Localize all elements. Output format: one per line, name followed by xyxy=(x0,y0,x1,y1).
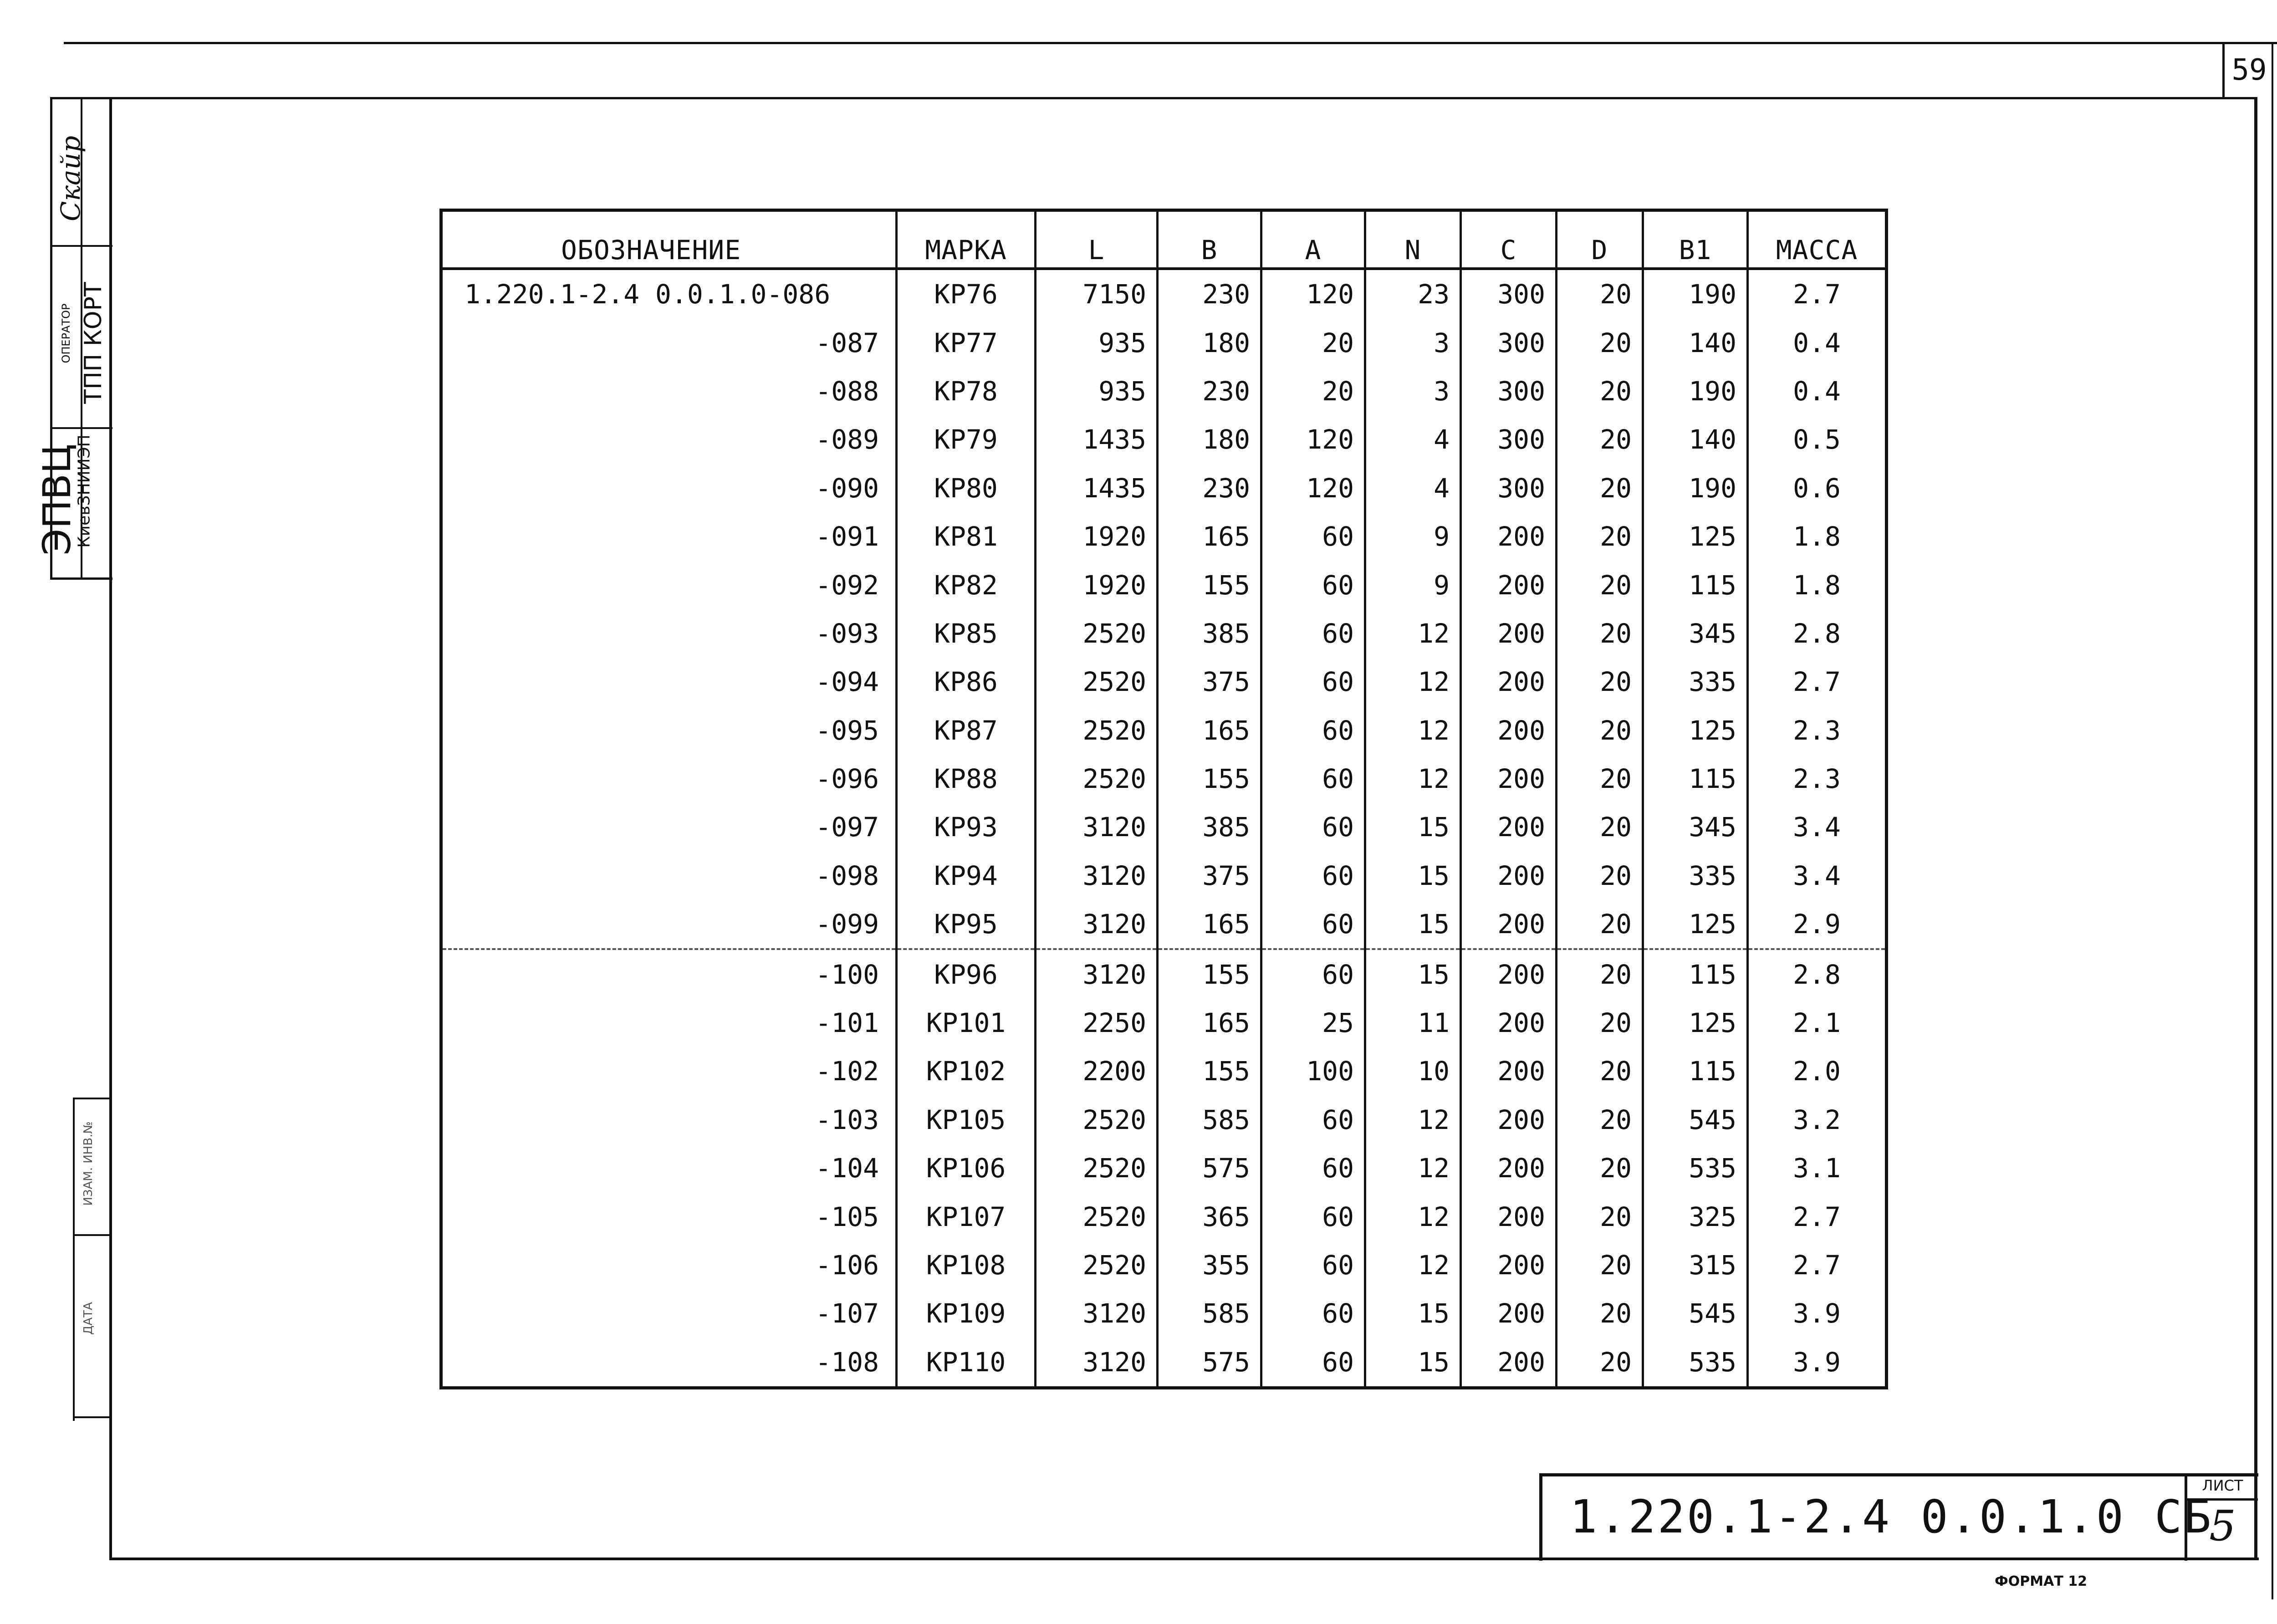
table-cell: 385 xyxy=(1158,609,1261,658)
table-cell: 300 xyxy=(1461,415,1557,464)
signature-text: Скайр xyxy=(55,135,86,222)
table-cell: КР102 xyxy=(897,1047,1036,1095)
table-cell: 20 xyxy=(1557,1047,1643,1095)
table-cell: 2520 xyxy=(1036,1241,1158,1289)
side-stamp-lower-divider-2 xyxy=(75,1234,112,1236)
table-row xyxy=(441,852,1887,900)
table-cell: 575 xyxy=(1158,1144,1261,1192)
table-cell: 3.4 xyxy=(1748,852,1887,900)
format-label: ФОРМАТ 12 xyxy=(1995,1573,2087,1589)
table-header-cell: N xyxy=(1365,210,1461,269)
table-cell: 20 xyxy=(1557,1192,1643,1241)
table-row xyxy=(441,900,1887,949)
table-cell: 20 xyxy=(1557,269,1643,318)
table-cell: 20 xyxy=(1557,609,1643,658)
table-cell: КР110 xyxy=(897,1338,1036,1388)
table-cell: КР78 xyxy=(897,367,1036,415)
table-cell: 60 xyxy=(1261,1241,1365,1289)
table-cell: 9 xyxy=(1365,561,1461,609)
table-row xyxy=(441,367,1887,415)
table-cell: 60 xyxy=(1261,561,1365,609)
table-cell: КР76 xyxy=(897,269,1036,318)
table-cell: 9 xyxy=(1365,512,1461,561)
table-cell: 125 xyxy=(1643,512,1748,561)
table-cell: 20 xyxy=(1557,415,1643,464)
table-cell: 2.7 xyxy=(1748,269,1887,318)
table-row xyxy=(441,755,1887,803)
table-cell: 20 xyxy=(1557,512,1643,561)
table-cell: 2250 xyxy=(1036,999,1158,1047)
table-cell: КР95 xyxy=(897,900,1036,949)
table-cell: 12 xyxy=(1365,1144,1461,1192)
table-cell: 115 xyxy=(1643,949,1748,998)
table-header-cell: МАРКА xyxy=(897,210,1036,269)
table-cell: 3.2 xyxy=(1748,1096,1887,1144)
table-cell: 335 xyxy=(1643,852,1748,900)
table-cell: 60 xyxy=(1261,1192,1365,1241)
table-cell: 200 xyxy=(1461,1241,1557,1289)
table-cell: 12 xyxy=(1365,1241,1461,1289)
table-cell: 1435 xyxy=(1036,415,1158,464)
table-cell: КР93 xyxy=(897,803,1036,851)
table-cell: 200 xyxy=(1461,949,1557,998)
table-cell: 230 xyxy=(1158,464,1261,512)
table-cell: КР106 xyxy=(897,1144,1036,1192)
table-row xyxy=(441,999,1887,1047)
table-cell: 545 xyxy=(1643,1096,1748,1144)
table-cell: КР80 xyxy=(897,464,1036,512)
designation-cell: -100 xyxy=(441,949,897,998)
table-cell: КР94 xyxy=(897,852,1036,900)
table-cell: КР101 xyxy=(897,999,1036,1047)
table-cell: 200 xyxy=(1461,999,1557,1047)
table-cell: 2.7 xyxy=(1748,658,1887,706)
table-cell: 20 xyxy=(1557,1289,1643,1338)
table-cell: 200 xyxy=(1461,1338,1557,1388)
table-cell: 2520 xyxy=(1036,658,1158,706)
specification-table xyxy=(439,209,1888,1389)
designation-cell: -105 xyxy=(815,1201,879,1232)
table-header-cell: C xyxy=(1461,210,1557,269)
table-row xyxy=(441,1289,1887,1338)
table-cell: 2200 xyxy=(1036,1047,1158,1095)
sheet-number: 59 xyxy=(2231,53,2267,87)
table-cell: 2520 xyxy=(1036,755,1158,803)
table-cell: 15 xyxy=(1365,900,1461,949)
table-row xyxy=(441,706,1887,755)
table-row xyxy=(441,1096,1887,1144)
table-cell: 12 xyxy=(1365,1192,1461,1241)
table-cell: 2.3 xyxy=(1748,706,1887,755)
table-cell: КР81 xyxy=(897,512,1036,561)
table-cell: 935 xyxy=(1036,367,1158,415)
table-cell: КР79 xyxy=(897,415,1036,464)
table-cell: 300 xyxy=(1461,269,1557,318)
table-cell: 3.1 xyxy=(1748,1144,1887,1192)
table-cell: 1.8 xyxy=(1748,561,1887,609)
table-cell: 60 xyxy=(1261,512,1365,561)
designation-cell: -107 xyxy=(815,1298,879,1329)
table-header-cell: A xyxy=(1261,210,1365,269)
table-cell: 60 xyxy=(1261,1144,1365,1192)
table-cell: 20 xyxy=(1557,367,1643,415)
table-row xyxy=(441,561,1887,609)
table-cell: 200 xyxy=(1461,512,1557,561)
table-cell: 1.8 xyxy=(1748,512,1887,561)
table-cell: 60 xyxy=(1261,755,1365,803)
table-cell: КР88 xyxy=(897,755,1036,803)
table-cell: 20 xyxy=(1557,1144,1643,1192)
designation-cell: -089 xyxy=(815,424,879,455)
table-cell: 25 xyxy=(1261,999,1365,1047)
designation-cell: -102 xyxy=(815,1056,879,1087)
table-cell: 140 xyxy=(1643,318,1748,367)
table-cell: 200 xyxy=(1461,609,1557,658)
frame-outer-right-line xyxy=(2272,42,2273,1599)
table-cell: 2.0 xyxy=(1748,1047,1887,1095)
designation-cell: -094 xyxy=(815,666,879,698)
table-cell: 115 xyxy=(1643,1047,1748,1095)
table-cell: 15 xyxy=(1365,1338,1461,1388)
table-header-cell: МАССА xyxy=(1748,210,1887,269)
table-cell: 7150 xyxy=(1036,269,1158,318)
table-cell: 0.4 xyxy=(1748,367,1887,415)
table-cell: 200 xyxy=(1461,1096,1557,1144)
table-cell: 200 xyxy=(1461,706,1557,755)
table-cell: 115 xyxy=(1643,561,1748,609)
table-row xyxy=(441,318,1887,367)
table-cell: 2520 xyxy=(1036,1096,1158,1144)
table-cell: 230 xyxy=(1158,367,1261,415)
table-cell: 12 xyxy=(1365,755,1461,803)
table-cell: 935 xyxy=(1036,318,1158,367)
table-cell: 2.9 xyxy=(1748,900,1887,949)
sheet-number-box xyxy=(2222,43,2274,97)
table-cell: 2520 xyxy=(1036,1192,1158,1241)
table-cell: 1920 xyxy=(1036,512,1158,561)
table-cell: 2520 xyxy=(1036,609,1158,658)
table-cell: 12 xyxy=(1365,658,1461,706)
table-cell: 165 xyxy=(1158,512,1261,561)
table-cell: 2520 xyxy=(1036,706,1158,755)
side-stamp-lower xyxy=(73,1098,112,1421)
table-cell: 3.4 xyxy=(1748,803,1887,851)
table-cell: 365 xyxy=(1158,1192,1261,1241)
table-cell: 20 xyxy=(1557,1241,1643,1289)
table-cell: 15 xyxy=(1365,1289,1461,1338)
designation-cell: 1.220.1-2.4 0.0.1.0-086 xyxy=(465,279,831,310)
sheet-label: ЛИСТ xyxy=(2187,1473,2258,1501)
table-cell: 375 xyxy=(1158,852,1261,900)
table-cell: 200 xyxy=(1461,755,1557,803)
table-row xyxy=(441,1144,1887,1192)
inv-label: ИЗАМ. ИНВ.№ xyxy=(82,1121,95,1206)
sheet-cell xyxy=(2185,1473,2258,1561)
table-cell: 200 xyxy=(1461,1289,1557,1338)
table-cell: 0.6 xyxy=(1748,464,1887,512)
table-cell: 165 xyxy=(1158,999,1261,1047)
table-cell: 20 xyxy=(1557,706,1643,755)
table-cell: 155 xyxy=(1158,1047,1261,1095)
frame-right-line xyxy=(2254,97,2257,1559)
table-cell: 3120 xyxy=(1036,900,1158,949)
table-cell: КР96 xyxy=(897,949,1036,998)
designation-cell: -092 xyxy=(815,569,879,601)
table-cell: 23 xyxy=(1365,269,1461,318)
table-cell: 535 xyxy=(1643,1338,1748,1388)
table-cell: 200 xyxy=(1461,561,1557,609)
table-cell: 120 xyxy=(1261,269,1365,318)
sheet-value: 5 xyxy=(2209,1501,2236,1550)
table-cell: 60 xyxy=(1261,1096,1365,1144)
table-header-cell: B1 xyxy=(1643,210,1748,269)
frame-inner-top-line xyxy=(112,97,2257,99)
designation-cell: -106 xyxy=(815,1250,879,1281)
table-cell: 585 xyxy=(1158,1096,1261,1144)
designation-cell: -090 xyxy=(815,472,879,504)
table-cell: 200 xyxy=(1461,1192,1557,1241)
designation-cell: -093 xyxy=(815,618,879,649)
table-cell: 3120 xyxy=(1036,1338,1158,1388)
table-cell: 60 xyxy=(1261,803,1365,851)
table-cell: 385 xyxy=(1158,803,1261,851)
table-cell: 60 xyxy=(1261,658,1365,706)
table-cell: 20 xyxy=(1557,658,1643,706)
table-row xyxy=(441,415,1887,464)
table-cell: 15 xyxy=(1365,803,1461,851)
table-header-cell: B xyxy=(1158,210,1261,269)
table-cell: 60 xyxy=(1261,949,1365,998)
table-cell: 190 xyxy=(1643,464,1748,512)
table-cell: 300 xyxy=(1461,464,1557,512)
table-cell: 375 xyxy=(1158,658,1261,706)
designation-cell: -099 xyxy=(815,909,879,940)
table-cell: 125 xyxy=(1643,706,1748,755)
table-cell: 120 xyxy=(1261,464,1365,512)
designation-cell: -087 xyxy=(815,327,879,358)
table-header-cell: L xyxy=(1036,210,1158,269)
table-cell: 60 xyxy=(1261,852,1365,900)
table-header-cell: ОБОЗНАЧЕНИЕ xyxy=(441,210,897,269)
table-cell: 2.7 xyxy=(1748,1192,1887,1241)
operator-value: ТПП КОРТ xyxy=(80,282,107,404)
designation-cell: -095 xyxy=(815,715,879,746)
table-row xyxy=(441,803,1887,851)
table-cell: 2520 xyxy=(1036,1144,1158,1192)
table-cell: 180 xyxy=(1158,318,1261,367)
table-cell: КР107 xyxy=(897,1192,1036,1241)
table-cell: 585 xyxy=(1158,1289,1261,1338)
designation-cell: -096 xyxy=(815,763,879,795)
table-cell: 20 xyxy=(1557,949,1643,998)
table-cell: 300 xyxy=(1461,367,1557,415)
side-stamp-lower-divider-1 xyxy=(75,1098,112,1099)
table-cell: 60 xyxy=(1261,706,1365,755)
designation-cell: -104 xyxy=(815,1153,879,1184)
table-cell: 20 xyxy=(1557,561,1643,609)
table-row xyxy=(441,609,1887,658)
table-cell: 575 xyxy=(1158,1338,1261,1388)
table-row xyxy=(441,464,1887,512)
table-cell: 12 xyxy=(1365,1096,1461,1144)
designation-cell: -091 xyxy=(815,521,879,552)
table-row xyxy=(441,1047,1887,1095)
table-row xyxy=(441,1192,1887,1241)
table-cell: 125 xyxy=(1643,900,1748,949)
table-cell: 345 xyxy=(1643,803,1748,851)
table-cell: 355 xyxy=(1158,1241,1261,1289)
side-stamp xyxy=(35,97,112,580)
designation-cell: -088 xyxy=(815,375,879,407)
table-cell: 20 xyxy=(1557,999,1643,1047)
table-cell: 60 xyxy=(1261,1338,1365,1388)
org-subname: КиевЗНИИЭП xyxy=(75,434,94,548)
table-cell: 200 xyxy=(1461,1144,1557,1192)
table-cell: 2.3 xyxy=(1748,755,1887,803)
table-cell: 200 xyxy=(1461,852,1557,900)
table-cell: 315 xyxy=(1643,1241,1748,1289)
table-cell: 325 xyxy=(1643,1192,1748,1241)
table-cell: 4 xyxy=(1365,464,1461,512)
table-cell: 20 xyxy=(1557,1096,1643,1144)
table-header-row xyxy=(441,210,1887,269)
title-block xyxy=(1539,1473,2258,1561)
table-cell: 20 xyxy=(1261,367,1365,415)
designation-cell: -097 xyxy=(815,812,879,843)
table-cell: 60 xyxy=(1261,900,1365,949)
table-cell: 2.8 xyxy=(1748,609,1887,658)
table-cell: 1435 xyxy=(1036,464,1158,512)
table-cell: 190 xyxy=(1643,269,1748,318)
table-cell: 20 xyxy=(1557,464,1643,512)
table-cell: 3 xyxy=(1365,367,1461,415)
table-row xyxy=(441,658,1887,706)
designation-cell: -108 xyxy=(815,1346,879,1378)
title-designation: 1.220.1-2.4 0.0.1.0 СБ xyxy=(1570,1490,2213,1543)
table-cell: 100 xyxy=(1261,1047,1365,1095)
table-cell: 3 xyxy=(1365,318,1461,367)
table-cell: КР108 xyxy=(897,1241,1036,1289)
table-cell: 1920 xyxy=(1036,561,1158,609)
table-cell: КР105 xyxy=(897,1096,1036,1144)
table-cell: 11 xyxy=(1365,999,1461,1047)
table-cell: 2.8 xyxy=(1748,949,1887,998)
table-cell: 2.1 xyxy=(1748,999,1887,1047)
table-row xyxy=(441,1338,1887,1388)
designation-cell: -103 xyxy=(815,1104,879,1135)
table-cell: 155 xyxy=(1158,949,1261,998)
table-cell: 3120 xyxy=(1036,852,1158,900)
table-cell: 20 xyxy=(1557,803,1643,851)
operator-label: ОПЕРАТОР xyxy=(60,303,72,363)
table-cell: 125 xyxy=(1643,999,1748,1047)
table-cell: 20 xyxy=(1261,318,1365,367)
table-cell: 2.7 xyxy=(1748,1241,1887,1289)
table-cell: 545 xyxy=(1643,1289,1748,1338)
table-cell: 4 xyxy=(1365,415,1461,464)
table-cell: 165 xyxy=(1158,706,1261,755)
date-label: ДАТА xyxy=(82,1302,95,1335)
table-cell: 335 xyxy=(1643,658,1748,706)
table-cell: 165 xyxy=(1158,900,1261,949)
table-cell: 115 xyxy=(1643,755,1748,803)
designation-cell: -101 xyxy=(815,1007,879,1039)
table-cell: 20 xyxy=(1557,755,1643,803)
table-cell: 200 xyxy=(1461,658,1557,706)
table-cell: 3120 xyxy=(1036,1289,1158,1338)
frame-top-line xyxy=(64,42,2277,44)
table-cell: 3.9 xyxy=(1748,1338,1887,1388)
table-cell: 345 xyxy=(1643,609,1748,658)
table-cell: КР82 xyxy=(897,561,1036,609)
table-cell: 180 xyxy=(1158,415,1261,464)
table-cell: 20 xyxy=(1557,1338,1643,1388)
table-cell: КР87 xyxy=(897,706,1036,755)
table-cell: 60 xyxy=(1261,1289,1365,1338)
table-cell: 60 xyxy=(1261,609,1365,658)
table-cell: 155 xyxy=(1158,561,1261,609)
table-cell: 300 xyxy=(1461,318,1557,367)
table-cell: 155 xyxy=(1158,755,1261,803)
table-cell: 535 xyxy=(1643,1144,1748,1192)
table-cell: 200 xyxy=(1461,803,1557,851)
table-cell: 20 xyxy=(1557,900,1643,949)
table-cell: 0.5 xyxy=(1748,415,1887,464)
table-cell: 15 xyxy=(1365,852,1461,900)
side-stamp-lower-divider-3 xyxy=(75,1416,112,1418)
table-row xyxy=(441,269,1887,318)
table-cell: 3.9 xyxy=(1748,1289,1887,1338)
table-cell: 140 xyxy=(1643,415,1748,464)
org-name: ЭПВЦ xyxy=(35,444,79,556)
table-cell: 12 xyxy=(1365,706,1461,755)
table-cell: 20 xyxy=(1557,318,1643,367)
table-cell: 20 xyxy=(1557,852,1643,900)
table-row xyxy=(441,512,1887,561)
table-cell: 190 xyxy=(1643,367,1748,415)
designation-cell: -098 xyxy=(815,860,879,891)
table-cell: КР86 xyxy=(897,658,1036,706)
table-cell: 200 xyxy=(1461,900,1557,949)
table-cell: 12 xyxy=(1365,609,1461,658)
table-cell: 120 xyxy=(1261,415,1365,464)
table-cell: 3120 xyxy=(1036,949,1158,998)
table-header-cell: D xyxy=(1557,210,1643,269)
table-cell: 0.4 xyxy=(1748,318,1887,367)
table-cell: 3120 xyxy=(1036,803,1158,851)
table-cell: КР109 xyxy=(897,1289,1036,1338)
table-cell: 15 xyxy=(1365,949,1461,998)
table-cell: КР77 xyxy=(897,318,1036,367)
table-cell: КР85 xyxy=(897,609,1036,658)
table-cell: 10 xyxy=(1365,1047,1461,1095)
table-row xyxy=(441,949,1887,998)
table-cell: 230 xyxy=(1158,269,1261,318)
table-cell: 200 xyxy=(1461,1047,1557,1095)
table-row xyxy=(441,1241,1887,1289)
